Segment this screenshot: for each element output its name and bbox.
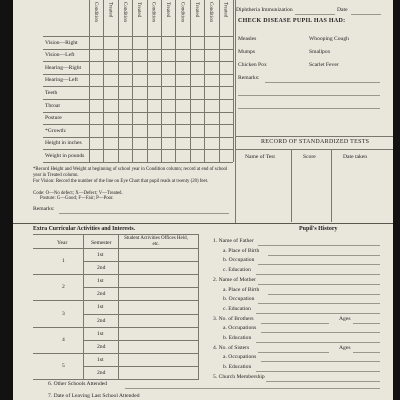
posture-legend: Posture: G—Good; F—Fair; P—Poor. bbox=[40, 196, 114, 201]
extra-header-rule bbox=[33, 248, 198, 249]
extra-semester-label: 1st bbox=[97, 304, 104, 311]
health-col-header: Condition bbox=[150, 2, 156, 23]
section-rule bbox=[13, 223, 393, 224]
extra-header-semester: Semester bbox=[91, 240, 112, 246]
tests-top-rule bbox=[236, 136, 393, 137]
tests-header-name: Name of Test bbox=[245, 154, 275, 160]
history-fill-line bbox=[256, 371, 380, 372]
history-title: Pupil's History bbox=[299, 226, 338, 232]
health-row-label: Teeth bbox=[45, 89, 58, 96]
disease-smallpox: Smallpox bbox=[309, 49, 331, 55]
history-ages-line bbox=[353, 352, 380, 353]
history-ages-label: Ages bbox=[339, 344, 351, 351]
history-fill-line bbox=[266, 381, 380, 382]
disease-remarks-label: Remarks: bbox=[238, 75, 260, 81]
health-col-header: Condition bbox=[121, 2, 127, 23]
health-row-label: *Growth: bbox=[45, 127, 67, 134]
history-fill-line bbox=[261, 332, 380, 333]
diphtheria-label: Diphtheria Immunization bbox=[236, 7, 293, 13]
diphtheria-line bbox=[295, 14, 335, 15]
footnote-height-weight: *Record Height and Weight at beginning of school year in Condition column; record at end of school year in Treated column. bbox=[33, 167, 228, 178]
health-row-label: Weight in pounds bbox=[45, 152, 85, 159]
history-subitem: a. Place of Birth bbox=[223, 286, 260, 293]
tests-header-score: Score bbox=[303, 154, 316, 160]
history-fill-line bbox=[261, 323, 329, 324]
health-row-label: Vision—Left bbox=[45, 52, 75, 59]
other-schools-line bbox=[125, 388, 380, 389]
history-subitem: b. Occupation bbox=[223, 296, 255, 303]
extra-year-rule bbox=[33, 327, 198, 328]
disease-remarks-line bbox=[265, 82, 380, 83]
history-fill-line bbox=[258, 264, 380, 265]
extra-year-rule bbox=[33, 353, 198, 354]
health-grid-hline bbox=[43, 86, 233, 87]
history-fill-line bbox=[258, 284, 380, 285]
other-schools-label: 6. Other Schools Attended bbox=[48, 381, 108, 387]
health-grid-hline bbox=[43, 162, 233, 163]
health-col-header: Treated bbox=[193, 2, 199, 18]
footnote-vision: For Vision: Record the number of the line on Eye Chart that pupil reads at twenty (20) feet. bbox=[33, 179, 209, 184]
extra-semester-label: 2nd bbox=[97, 291, 106, 298]
date-leaving-label: 7. Date of Leaving Last School Attended bbox=[48, 393, 140, 399]
date-line bbox=[351, 14, 381, 15]
history-subitem: c. Education bbox=[223, 305, 251, 312]
extra-semester-rule bbox=[83, 287, 198, 288]
extra-year-number: 5 bbox=[62, 362, 65, 369]
tests-col-divider-2 bbox=[331, 149, 332, 222]
health-grid-hline bbox=[43, 36, 233, 37]
health-row-label: Height in inches bbox=[45, 140, 82, 147]
extra-semester-label: 2nd bbox=[97, 343, 106, 350]
history-fill-line bbox=[258, 352, 329, 353]
disease-remarks-line-2 bbox=[238, 95, 380, 96]
disease-measles: Measles bbox=[238, 36, 257, 42]
health-grid-hline bbox=[43, 137, 233, 138]
health-row-label: Hearing—Right bbox=[45, 64, 82, 71]
health-col-header: Condition bbox=[179, 2, 185, 23]
history-fill-line bbox=[268, 294, 380, 295]
health-col-header: Treated bbox=[107, 2, 113, 18]
history-item: 1. Name of Father bbox=[213, 238, 254, 244]
history-item: 3. No. of Brothers bbox=[213, 315, 254, 322]
extra-divider-semester bbox=[118, 234, 119, 380]
tests-title-rule bbox=[236, 149, 393, 150]
health-grid-hline bbox=[43, 49, 233, 50]
history-subitem: b. Education bbox=[223, 364, 252, 371]
disease-remarks-line-3 bbox=[238, 108, 380, 109]
history-fill-line bbox=[258, 303, 380, 304]
extra-divider-right bbox=[198, 234, 199, 380]
health-grid-hline bbox=[43, 61, 233, 62]
health-grid-hline bbox=[43, 124, 233, 125]
extra-year-number: 3 bbox=[62, 310, 65, 317]
history-item: 5. Church Membership bbox=[213, 373, 265, 380]
tests-title: RECORD OF STANDARDIZED TESTS bbox=[261, 139, 370, 145]
extra-year-number: 4 bbox=[62, 336, 65, 343]
disease-chicken-pox: Chicken Pox bbox=[238, 62, 267, 68]
health-row-label: Throat bbox=[45, 102, 60, 109]
history-subitem: c. Education bbox=[223, 267, 251, 274]
extra-year-rule bbox=[33, 379, 198, 380]
extra-semester-rule bbox=[83, 340, 198, 341]
health-grid-hline bbox=[43, 112, 233, 113]
history-subitem: b. Occupation bbox=[223, 257, 255, 264]
health-grid-hline bbox=[43, 99, 233, 100]
health-grid-vline bbox=[233, 0, 234, 162]
health-col-header: Treated bbox=[136, 2, 142, 18]
extra-semester-rule bbox=[83, 366, 198, 367]
extra-header-year: Year bbox=[57, 240, 68, 246]
extra-title-rule bbox=[33, 234, 198, 235]
health-col-header: Treated bbox=[222, 2, 228, 18]
history-subitem: b. Education bbox=[223, 335, 252, 341]
history-item: 2. Name of Mother bbox=[213, 276, 256, 283]
health-grid-hline bbox=[43, 149, 233, 150]
code-legend: Code: O—No defect; X—Defect; V—Treated. bbox=[33, 191, 123, 196]
check-disease-title: CHECK DISEASE PUPIL HAS HAD: bbox=[238, 18, 346, 24]
extra-semester-label: 1st bbox=[97, 330, 104, 337]
extra-year-number: 2 bbox=[62, 284, 65, 291]
extra-divider-year bbox=[83, 234, 84, 380]
extra-year-rule bbox=[33, 300, 198, 301]
history-ages-label: Ages bbox=[339, 315, 351, 322]
extra-title: Extra Curricular Activities and Interests. bbox=[33, 226, 136, 232]
health-row-label: Posture bbox=[45, 115, 62, 122]
extra-semester-rule bbox=[83, 314, 198, 315]
history-fill-line bbox=[256, 342, 380, 343]
disease-whooping-cough: Whooping Cough bbox=[309, 36, 349, 42]
extra-semester-label: 2nd bbox=[97, 317, 106, 324]
health-grid-hline bbox=[43, 74, 233, 75]
extra-semester-label: 2nd bbox=[97, 265, 106, 272]
health-col-header: Treated bbox=[165, 2, 170, 18]
record-card bbox=[13, 0, 393, 400]
history-item: 4. No. of Sisters bbox=[213, 344, 250, 351]
health-row-label: Hearing—Left bbox=[45, 77, 78, 84]
health-remarks-line bbox=[59, 213, 229, 214]
date-label: Date bbox=[337, 7, 348, 13]
history-subitem: a. Place of Birth bbox=[223, 247, 260, 254]
disease-scarlet-fever: Scarlet Fever bbox=[309, 62, 339, 68]
extra-semester-rule bbox=[83, 261, 198, 262]
history-ages-line bbox=[353, 323, 380, 324]
disease-mumps: Mumps bbox=[238, 49, 256, 55]
health-col-header: Condition bbox=[208, 2, 214, 23]
health-col-header: Condition bbox=[93, 2, 98, 23]
health-row-label: Vision—Right bbox=[45, 39, 78, 46]
history-subitem: a. Occupations bbox=[223, 354, 257, 361]
history-fill-line bbox=[258, 245, 380, 246]
top-column-divider bbox=[235, 0, 236, 224]
extra-year-number: 1 bbox=[62, 258, 65, 265]
health-remarks-label: Remarks: bbox=[33, 206, 55, 212]
extra-semester-label: 1st bbox=[97, 278, 104, 285]
extra-semester-label: 1st bbox=[97, 356, 104, 363]
extra-semester-label: 2nd bbox=[97, 369, 106, 376]
tests-col-divider-1 bbox=[291, 149, 292, 222]
history-fill-line bbox=[268, 255, 380, 256]
extra-year-rule bbox=[33, 274, 198, 275]
extra-header-activities: Student Activities Offices Held, etc. bbox=[124, 236, 188, 247]
history-fill-line bbox=[256, 274, 380, 275]
tests-header-date: Date taken bbox=[343, 154, 368, 160]
history-fill-line bbox=[256, 313, 380, 314]
extra-semester-label: 1st bbox=[97, 252, 104, 258]
history-subitem: a. Occupations bbox=[223, 325, 257, 332]
history-fill-line bbox=[261, 361, 380, 362]
